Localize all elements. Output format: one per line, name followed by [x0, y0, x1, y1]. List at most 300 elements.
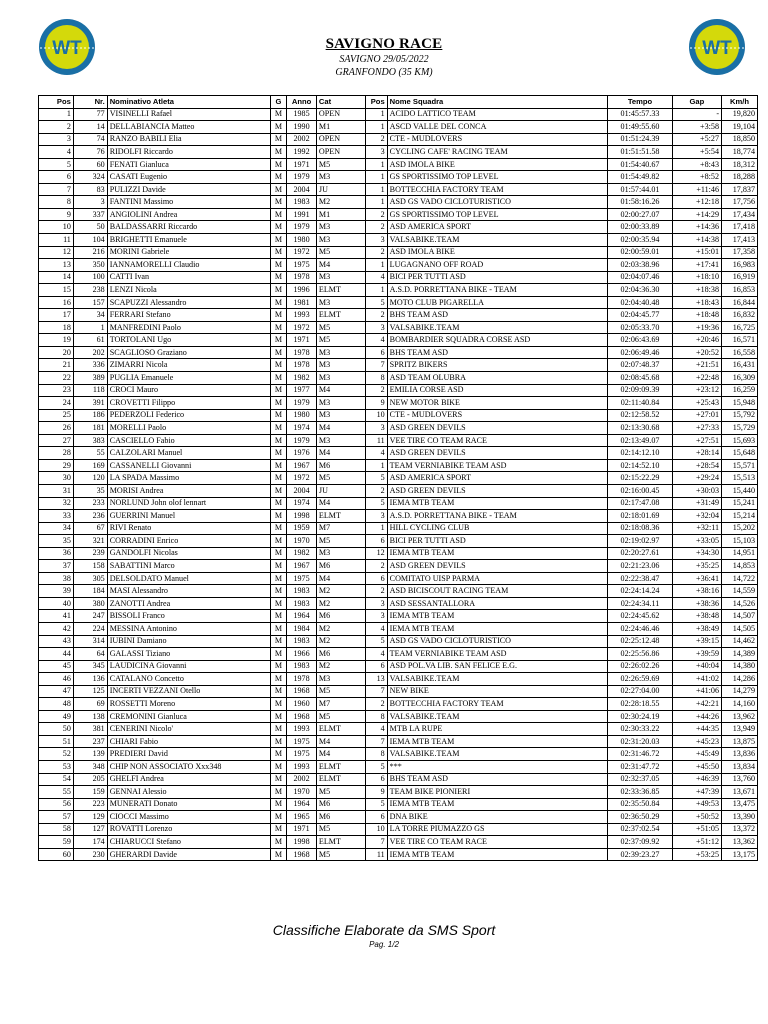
cell-pos: 13: [39, 259, 74, 272]
cell-time: 02:24:14.24: [608, 585, 673, 598]
cell-athlete: DELLABIANCIA Matteo: [107, 121, 270, 134]
col-category-pos: Pos: [366, 96, 388, 109]
cell-gap: +38:16: [672, 585, 721, 598]
cell-athlete: MESSINA Antonino: [107, 622, 270, 635]
cell-gap: +38:48: [672, 610, 721, 623]
cell-gender: M: [270, 309, 286, 322]
col-nr: Nr.: [73, 96, 107, 109]
cell-speed: 15,693: [722, 434, 758, 447]
cell-category-pos: 9: [366, 786, 388, 799]
cell-pos: 2: [39, 121, 74, 134]
cell-gender: M: [270, 459, 286, 472]
cell-pos: 52: [39, 748, 74, 761]
cell-year: 1978: [287, 673, 317, 686]
cell-category-pos: 6: [366, 660, 388, 673]
cell-year: 1984: [287, 622, 317, 635]
cell-speed: 19,104: [722, 121, 758, 134]
page-number: Pag. 1/2: [369, 940, 399, 949]
cell-team: EMILIA CORSE ASD: [387, 384, 608, 397]
cell-gap: +53:25: [672, 848, 721, 861]
table-row: [39, 622, 758, 635]
cell-time: 02:04:40.48: [608, 296, 673, 309]
cell-category-pos: 2: [366, 246, 388, 259]
cell-speed: 15,103: [722, 535, 758, 548]
cell-pos: 44: [39, 648, 74, 661]
cell-category-pos: 5: [366, 635, 388, 648]
cell-time: 02:24:46.46: [608, 622, 673, 635]
cell-category-pos: 1: [366, 522, 388, 535]
cell-pos: 11: [39, 234, 74, 247]
cell-athlete: CHIARI Fabio: [107, 735, 270, 748]
cell-time: 01:54:40.67: [608, 158, 673, 171]
cell-gender: M: [270, 610, 286, 623]
cell-athlete: IANNAMORELLI Claudio: [107, 259, 270, 272]
cell-speed: 14,389: [722, 648, 758, 661]
cell-time: 02:24:34.11: [608, 597, 673, 610]
cell-speed: 14,160: [722, 698, 758, 711]
cell-team: COMITATO UISP PARMA: [387, 572, 608, 585]
cell-nr: 136: [73, 673, 107, 686]
cell-category-pos: 1: [366, 259, 388, 272]
cell-gender: M: [270, 121, 286, 134]
cell-category: M4: [316, 259, 365, 272]
cell-year: 2002: [287, 773, 317, 786]
cell-gender: M: [270, 510, 286, 523]
col-athlete: Nominativo Atleta: [107, 96, 270, 109]
cell-year: 1996: [287, 284, 317, 297]
cell-speed: 16,571: [722, 334, 758, 347]
cell-gender: M: [270, 848, 286, 861]
cell-speed: 13,875: [722, 735, 758, 748]
cell-team: ASD TEAM OLUBRA: [387, 372, 608, 385]
cell-speed: 16,558: [722, 346, 758, 359]
logo-letters: WT: [52, 38, 82, 59]
cell-gap: +38:49: [672, 622, 721, 635]
cell-category-pos: 9: [366, 397, 388, 410]
cell-nr: 345: [73, 660, 107, 673]
cell-gender: M: [270, 234, 286, 247]
cell-category-pos: 11: [366, 434, 388, 447]
cell-category: M2: [316, 585, 365, 598]
cell-time: 02:12:58.52: [608, 409, 673, 422]
cell-gender: M: [270, 560, 286, 573]
cell-team: ASD GREEN DEVILS: [387, 560, 608, 573]
table-row: [39, 497, 758, 510]
cell-speed: 15,948: [722, 397, 758, 410]
cell-category: OPEN: [316, 133, 365, 146]
cell-pos: 21: [39, 359, 74, 372]
table-row: [39, 422, 758, 435]
cell-nr: 247: [73, 610, 107, 623]
cell-speed: 16,853: [722, 284, 758, 297]
cell-category: M6: [316, 560, 365, 573]
cell-category-pos: 5: [366, 497, 388, 510]
cell-gender: M: [270, 422, 286, 435]
cell-category-pos: 3: [366, 597, 388, 610]
cell-gender: M: [270, 572, 286, 585]
cell-pos: 37: [39, 560, 74, 573]
table-row: [39, 108, 758, 121]
cell-year: 2002: [287, 133, 317, 146]
cell-team: VALSABIKE.TEAM: [387, 234, 608, 247]
cell-time: 02:05:33.70: [608, 321, 673, 334]
cell-nr: 129: [73, 811, 107, 824]
cell-time: 02:04:45.77: [608, 309, 673, 322]
cell-pos: 29: [39, 459, 74, 472]
cell-category-pos: 3: [366, 610, 388, 623]
table-row: [39, 698, 758, 711]
cell-pos: 32: [39, 497, 74, 510]
cell-year: 1972: [287, 246, 317, 259]
cell-year: 1967: [287, 560, 317, 573]
cell-year: 1979: [287, 221, 317, 234]
cell-athlete: RANZO BABILI Elia: [107, 133, 270, 146]
cell-athlete: PEDERZOLI Federico: [107, 409, 270, 422]
cell-pos: 51: [39, 735, 74, 748]
cell-nr: 169: [73, 459, 107, 472]
cell-speed: 13,962: [722, 710, 758, 723]
cell-gap: +49:53: [672, 798, 721, 811]
cell-speed: 14,380: [722, 660, 758, 673]
cell-athlete: CENERINI Nicolo': [107, 723, 270, 736]
cell-speed: 15,792: [722, 409, 758, 422]
cell-gap: +5:54: [672, 146, 721, 159]
cell-year: 1964: [287, 610, 317, 623]
cell-gender: M: [270, 346, 286, 359]
cell-gap: +41:06: [672, 685, 721, 698]
cell-team: NEW BIKE: [387, 685, 608, 698]
table-row: [39, 259, 758, 272]
cell-gender: M: [270, 108, 286, 121]
cell-nr: 3: [73, 196, 107, 209]
cell-time: 02:31:20.03: [608, 735, 673, 748]
cell-category-pos: 3: [366, 321, 388, 334]
cell-time: 02:14:52.10: [608, 459, 673, 472]
cell-team: MOTO CLUB PIGARELLA: [387, 296, 608, 309]
cell-time: 02:14:12.10: [608, 447, 673, 460]
cell-nr: 237: [73, 735, 107, 748]
cell-gender: M: [270, 648, 286, 661]
cell-category-pos: 8: [366, 710, 388, 723]
cell-category-pos: 5: [366, 760, 388, 773]
cell-nr: 157: [73, 296, 107, 309]
cell-year: 1968: [287, 848, 317, 861]
cell-gender: M: [270, 698, 286, 711]
cell-category: ELMT: [316, 723, 365, 736]
cell-gap: +28:54: [672, 459, 721, 472]
cell-speed: 16,725: [722, 321, 758, 334]
cell-athlete: LAUDICINA Giovanni: [107, 660, 270, 673]
table-row: [39, 748, 758, 761]
cell-gender: M: [270, 397, 286, 410]
table-row: [39, 723, 758, 736]
cell-category-pos: 2: [366, 585, 388, 598]
cell-pos: 16: [39, 296, 74, 309]
table-row: [39, 660, 758, 673]
cell-gap: +45:23: [672, 735, 721, 748]
table-row: [39, 221, 758, 234]
cell-team: ASD IMOLA BIKE: [387, 158, 608, 171]
cell-gap: +14:38: [672, 234, 721, 247]
cell-athlete: RIVI Renato: [107, 522, 270, 535]
col-speed: Km/h: [722, 96, 758, 109]
cell-gender: M: [270, 597, 286, 610]
cell-athlete: ANGIOLINI Andrea: [107, 208, 270, 221]
cell-gap: +44:35: [672, 723, 721, 736]
cell-category: M3: [316, 434, 365, 447]
cell-time: 02:18:08.36: [608, 522, 673, 535]
cell-athlete: CATALANO Concetto: [107, 673, 270, 686]
cell-team: VALSABIKE.TEAM: [387, 748, 608, 761]
cell-nr: 216: [73, 246, 107, 259]
cell-speed: 15,648: [722, 447, 758, 460]
race-category: GRANFONDO (35 KM): [335, 67, 433, 78]
cell-gap: +45:50: [672, 760, 721, 773]
cell-gap: +20:46: [672, 334, 721, 347]
cell-team: LA TORRE PIUMAZZO GS: [387, 823, 608, 836]
cell-speed: 15,513: [722, 472, 758, 485]
cell-athlete: MORELLI Paolo: [107, 422, 270, 435]
cell-team: BICI PER TUTTI ASD: [387, 535, 608, 548]
cell-year: 1979: [287, 171, 317, 184]
cell-nr: 159: [73, 786, 107, 799]
cell-year: 1978: [287, 346, 317, 359]
cell-gender: M: [270, 372, 286, 385]
cell-year: 1983: [287, 196, 317, 209]
table-row: [39, 798, 758, 811]
cell-time: 02:08:45.68: [608, 372, 673, 385]
cell-year: 1959: [287, 522, 317, 535]
cell-team: VALSABIKE.TEAM: [387, 710, 608, 723]
table-row: [39, 585, 758, 598]
cell-nr: 314: [73, 635, 107, 648]
cell-time: 02:18:01.69: [608, 510, 673, 523]
cell-year: 1982: [287, 547, 317, 560]
cell-gap: +45:49: [672, 748, 721, 761]
cell-year: 1980: [287, 234, 317, 247]
cell-speed: 16,844: [722, 296, 758, 309]
cell-nr: 380: [73, 597, 107, 610]
cell-team: VALSABIKE.TEAM: [387, 321, 608, 334]
table-body: [39, 108, 758, 861]
cell-category: M4: [316, 735, 365, 748]
cell-year: 2004: [287, 183, 317, 196]
cell-gap: +27:33: [672, 422, 721, 435]
table-row: [39, 685, 758, 698]
table-row: [39, 334, 758, 347]
cell-gap: +51:05: [672, 823, 721, 836]
cell-gap: +33:05: [672, 535, 721, 548]
cell-athlete: SCAPUZZI Alessandro: [107, 296, 270, 309]
cell-pos: 3: [39, 133, 74, 146]
cell-pos: 36: [39, 547, 74, 560]
cell-gender: M: [270, 321, 286, 334]
table-row: [39, 836, 758, 849]
cell-athlete: LA SPADA Massimo: [107, 472, 270, 485]
table-row: [39, 610, 758, 623]
cell-gap: +28:14: [672, 447, 721, 460]
cell-year: 1971: [287, 158, 317, 171]
cell-category-pos: 4: [366, 648, 388, 661]
cell-category-pos: 2: [366, 484, 388, 497]
table-row: [39, 484, 758, 497]
cell-team: IEMA MTB TEAM: [387, 622, 608, 635]
cell-category: ELMT: [316, 836, 365, 849]
cell-athlete: IUBINI Damiano: [107, 635, 270, 648]
cell-pos: 43: [39, 635, 74, 648]
cell-category-pos: 3: [366, 146, 388, 159]
cell-team: BOTTECCHIA FACTORY TEAM: [387, 698, 608, 711]
cell-speed: 13,834: [722, 760, 758, 773]
table-row: [39, 208, 758, 221]
cell-category-pos: 7: [366, 359, 388, 372]
col-gender: G: [270, 96, 286, 109]
cell-athlete: FERRARI Stefano: [107, 309, 270, 322]
cell-year: 1964: [287, 798, 317, 811]
cell-gap: +35:25: [672, 560, 721, 573]
cell-category: M6: [316, 811, 365, 824]
cell-gender: M: [270, 535, 286, 548]
cell-year: 1978: [287, 271, 317, 284]
cell-gender: M: [270, 547, 286, 560]
cell-athlete: CASSANELLI Giovanni: [107, 459, 270, 472]
cell-pos: 55: [39, 786, 74, 799]
cell-pos: 49: [39, 710, 74, 723]
cell-gap: +29:24: [672, 472, 721, 485]
cell-year: 1981: [287, 296, 317, 309]
cell-gap: +27:51: [672, 434, 721, 447]
cell-year: 1990: [287, 121, 317, 134]
cell-gender: M: [270, 484, 286, 497]
cell-athlete: BALDASSARRI Riccardo: [107, 221, 270, 234]
cell-year: 1985: [287, 108, 317, 121]
cell-pos: 31: [39, 484, 74, 497]
cell-gender: M: [270, 246, 286, 259]
cell-speed: 17,434: [722, 208, 758, 221]
cell-speed: 14,505: [722, 622, 758, 635]
cell-category-pos: 6: [366, 773, 388, 786]
cell-team: BICI PER TUTTI ASD: [387, 271, 608, 284]
cell-gap: +14:29: [672, 208, 721, 221]
cell-year: 1975: [287, 259, 317, 272]
table-row: [39, 522, 758, 535]
cell-gap: +27:01: [672, 409, 721, 422]
cell-pos: 15: [39, 284, 74, 297]
cell-nr: 389: [73, 372, 107, 385]
cell-year: 1976: [287, 447, 317, 460]
cell-year: 1972: [287, 472, 317, 485]
cell-category: M5: [316, 158, 365, 171]
cell-gender: M: [270, 334, 286, 347]
cell-pos: 19: [39, 334, 74, 347]
cell-team: ASD IMOLA BIKE: [387, 246, 608, 259]
cell-nr: 337: [73, 208, 107, 221]
table-row: [39, 735, 758, 748]
cell-time: 02:24:45.62: [608, 610, 673, 623]
cell-category-pos: 6: [366, 572, 388, 585]
cell-athlete: CROCI Mauro: [107, 384, 270, 397]
cell-time: 01:54:49.82: [608, 171, 673, 184]
cell-gap: +31:49: [672, 497, 721, 510]
cell-category: M5: [316, 848, 365, 861]
cell-speed: 14,559: [722, 585, 758, 598]
cell-pos: 47: [39, 685, 74, 698]
cell-athlete: MORISI Andrea: [107, 484, 270, 497]
cell-gap: +30:03: [672, 484, 721, 497]
cell-year: 1975: [287, 735, 317, 748]
cell-gender: M: [270, 409, 286, 422]
cell-category: M5: [316, 334, 365, 347]
cell-pos: 10: [39, 221, 74, 234]
cell-speed: 17,756: [722, 196, 758, 209]
cell-team: NEW MOTOR BIKE: [387, 397, 608, 410]
cell-category-pos: 1: [366, 108, 388, 121]
cell-time: 02:26:02.26: [608, 660, 673, 673]
cell-athlete: PULIZZI Davide: [107, 183, 270, 196]
cell-speed: 14,951: [722, 547, 758, 560]
cell-time: 02:13:49.07: [608, 434, 673, 447]
cell-year: 1971: [287, 334, 317, 347]
cell-speed: 16,431: [722, 359, 758, 372]
cell-speed: 13,760: [722, 773, 758, 786]
cell-pos: 53: [39, 760, 74, 773]
cell-gap: +46:39: [672, 773, 721, 786]
cell-time: 02:27:04.00: [608, 685, 673, 698]
document-footer: [0, 922, 768, 951]
cell-gender: M: [270, 158, 286, 171]
cell-gender: M: [270, 823, 286, 836]
cell-category-pos: 3: [366, 510, 388, 523]
cell-category: M3: [316, 673, 365, 686]
cell-gender: M: [270, 284, 286, 297]
cell-speed: 18,850: [722, 133, 758, 146]
cell-speed: 14,853: [722, 560, 758, 573]
cell-team: ASD GS VADO CICLOTURISTICO: [387, 196, 608, 209]
table-row: [39, 234, 758, 247]
cell-athlete: ZIMARRI Nicola: [107, 359, 270, 372]
table-row: [39, 447, 758, 460]
cell-category: M5: [316, 246, 365, 259]
cell-pos: 25: [39, 409, 74, 422]
col-time: Tempo: [608, 96, 673, 109]
col-year: Anno: [287, 96, 317, 109]
cell-pos: 7: [39, 183, 74, 196]
cell-category: M3: [316, 234, 365, 247]
cell-time: 02:22:38.47: [608, 572, 673, 585]
cell-year: 1979: [287, 434, 317, 447]
cell-year: 1977: [287, 384, 317, 397]
cell-category-pos: 3: [366, 422, 388, 435]
cell-gap: +17:41: [672, 259, 721, 272]
cell-athlete: GALASSI Tiziano: [107, 648, 270, 661]
table-row: [39, 510, 758, 523]
cell-pos: 23: [39, 384, 74, 397]
cell-athlete: GHERARDI Davide: [107, 848, 270, 861]
table-row: [39, 710, 758, 723]
cell-athlete: ROVATTI Lorenzo: [107, 823, 270, 836]
cell-athlete: TORTOLANI Ugo: [107, 334, 270, 347]
cell-category-pos: 1: [366, 171, 388, 184]
cell-nr: 184: [73, 585, 107, 598]
table-row: [39, 547, 758, 560]
cell-category-pos: 2: [366, 133, 388, 146]
cell-nr: 139: [73, 748, 107, 761]
cell-athlete: BRIGHETTI Emanuele: [107, 234, 270, 247]
cell-year: 1978: [287, 359, 317, 372]
cell-year: 1991: [287, 208, 317, 221]
cell-time: 02:06:43.69: [608, 334, 673, 347]
cell-athlete: CIOCCI Massimo: [107, 811, 270, 824]
